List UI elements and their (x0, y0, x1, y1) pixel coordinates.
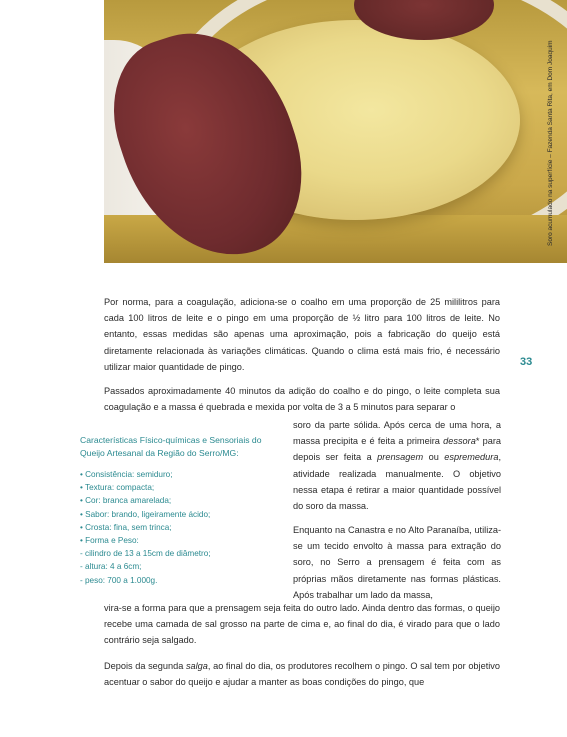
page-number: 33 (520, 356, 533, 368)
list-item: - peso: 700 a 1.000g. (80, 575, 158, 585)
paragraph-coagulation: Por norma, para a coagulação, adiciona-se o coalho em uma proporção de 25 mililitros para cada 100 litros de leite e o pingo em uma proporção de ½ litro para 100 litros de leite. No entanto, essas medidas são apenas uma aproximação, pois a fabricação do queijo está diretamente relacionada às variações climáticas. Quando o clima está mais frio, é necessário utilizar maior quantidade de pingo. (104, 297, 500, 372)
paragraph-coagulation-time: Passados aproximadamente 40 minutos da adição do coalho e do pingo, o leite completa sua coagulação e a massa é quebrada e mexida por volta de 3 a 5 minutos para separar o (104, 386, 500, 413)
italic-term: salga (185, 661, 208, 671)
text-run: Depois da segunda (104, 661, 186, 671)
list-item: • Textura: compacta; (80, 483, 155, 493)
photo-credit: Soro acumulado na superfície – Fazenda Santa Rita, em Dom Joaquim (547, 40, 554, 246)
italic-term: espremedura (444, 452, 499, 463)
text-run: , atividade realizada manualmente. O objetivo nessa etapa é retirar a maior quantidade possível do soro da massa. (293, 452, 501, 512)
list-item: • Consistência: semiduro; (80, 470, 173, 479)
list-item: • Forma e Peso: (80, 536, 139, 546)
cheese-making-photo (104, 0, 567, 263)
paragraph-dessora (293, 417, 501, 514)
paragraph-salting (104, 658, 500, 690)
text-run: , ao final do dia, os produtores recolhem o pingo. O sal tem por objetivo acentuar o sabor do queijo e ajudar a manter as boas condições do pingo, que (104, 661, 500, 688)
paragraph-pressing: Enquanto na Canastra e no Alto Paranaíba, utiliza-se um tecido envolto à massa para extração do soro, no Serro a prensagem é feita com as próprias mãos diretamente nas formas plásticas. Após trabalhar um lado da massa, (293, 525, 501, 600)
list-item: • Sabor: brando, ligeiramente ácido; (80, 509, 211, 519)
text-run: ou (423, 452, 445, 463)
list-item: • Crosta: fina, sem trinca; (80, 522, 172, 532)
paragraph-pressing-continued: vira-se a forma para que a prensagem seja feita do outro lado. Ainda dentro das formas, o queijo recebe uma camada de sal grosso na parte de cima e, ao final do dia, é virado para que o lado contrário seja salgado. (104, 603, 500, 646)
italic-term: prensagem (377, 452, 424, 463)
italic-term: dessora (443, 436, 476, 447)
list-item: • Cor: branca amarelada; (80, 496, 172, 506)
list-item: - altura: 4 a 6cm; (80, 562, 142, 572)
text-run: soro da parte sólida. Após cerca de uma hora, a massa precipita e é feita a primeira (293, 420, 501, 447)
text-run: * para depois ser feita a (293, 436, 501, 463)
list-item: - cilindro de 13 a 15cm de diâmetro; (80, 549, 211, 559)
characteristics-list (80, 468, 280, 587)
sidebar-title: Características Físico-químicas e Sensoriais do Queijo Artesanal da Região do Serro/MG: (80, 435, 262, 458)
